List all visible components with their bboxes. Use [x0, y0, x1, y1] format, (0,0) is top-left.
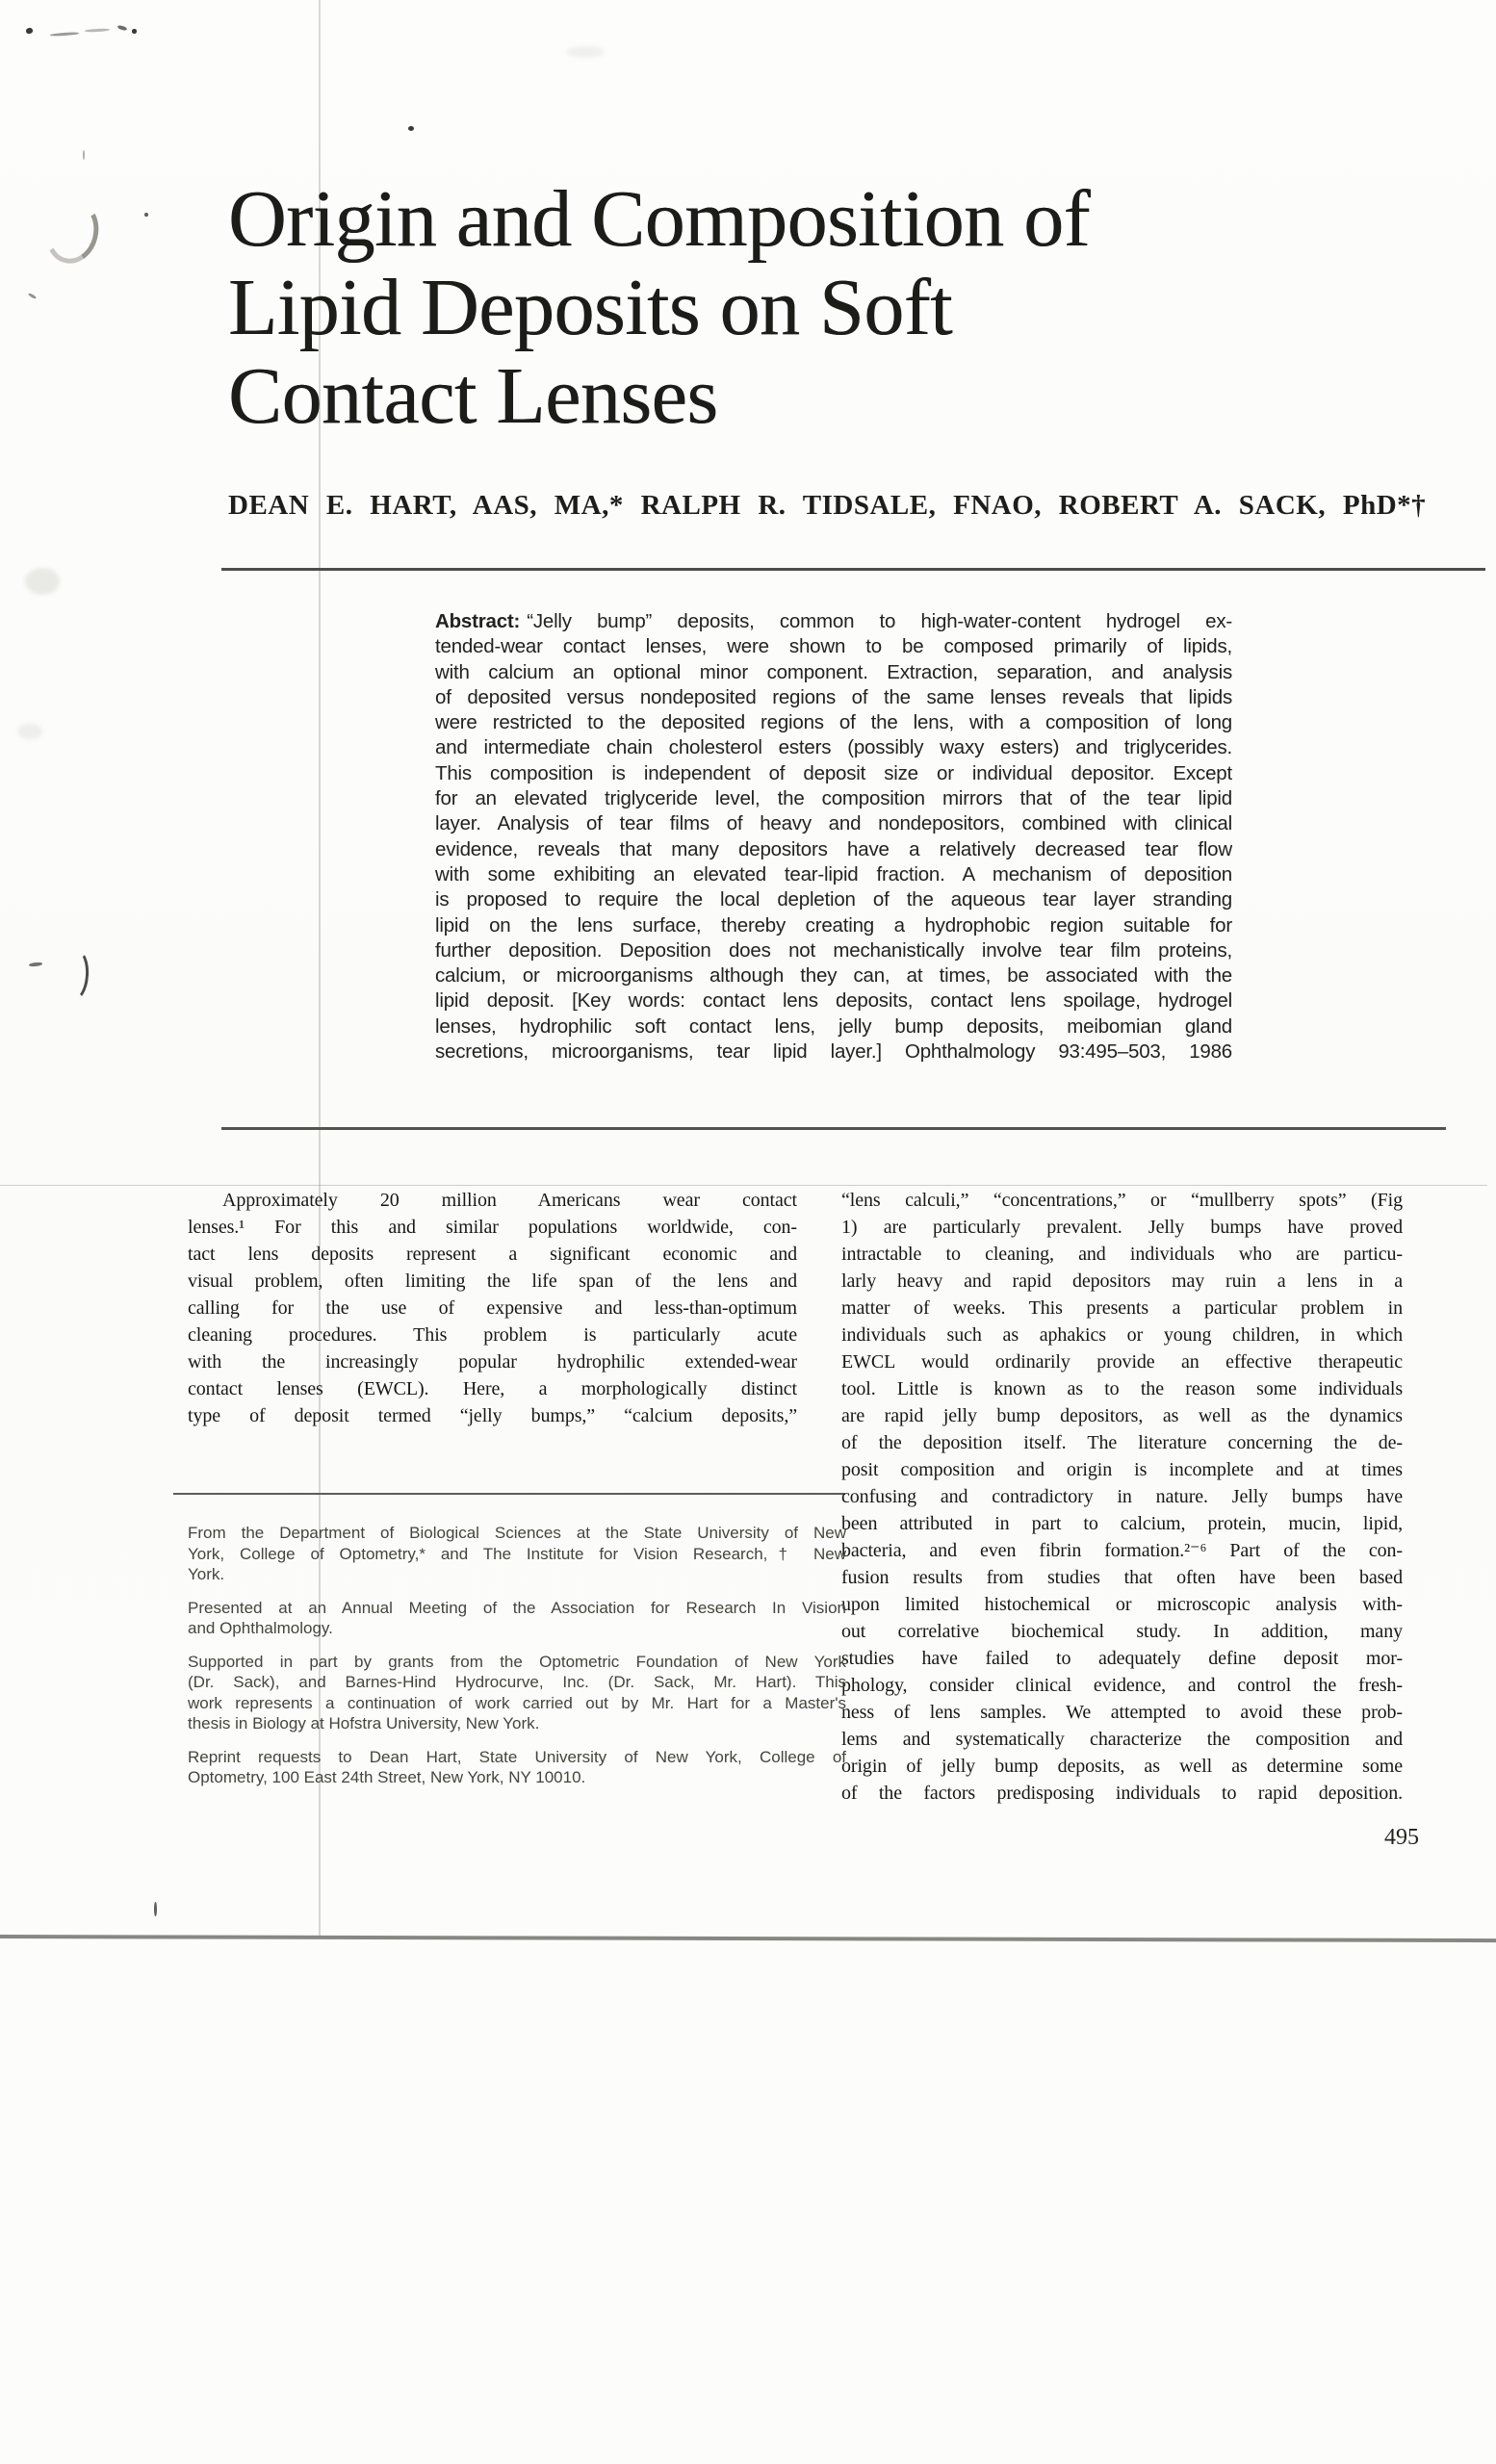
scan-speck [28, 293, 37, 299]
text-line: From the Department of Biological Sciences at the State University of New [188, 1524, 846, 1542]
text-line: Lipid Deposits on Soft [228, 264, 953, 352]
bottom-scan-rule [0, 1935, 1496, 1942]
text-line: studies have failed to adequately define deposit mor- [841, 1648, 1403, 1669]
footnote-reprint [188, 1747, 846, 1788]
text-line: ness of lens samples. We attempted to avoid these prob- [841, 1702, 1403, 1723]
text-line: 1) are particularly prevalent. Jelly bumps have proved [841, 1217, 1403, 1238]
text-line: tact lens deposits represent a significant economic and [188, 1244, 797, 1265]
faint-scanline-above-columns [0, 1185, 1487, 1186]
text-line: lipid on the lens surface, thereby creating a hydrophobic region suitable for [435, 913, 1232, 937]
text-line: posit composition and origin is incomplete and at times [841, 1459, 1403, 1480]
abstract-first-line [435, 609, 1232, 634]
text-line: (Dr. Sack), and Barnes-Hind Hydrocurve, Inc. (Dr. Sack, Mr. Hart). This [188, 1673, 846, 1691]
text-line: lenses, hydrophilic soft contact lens, jelly bump deposits, meibomian gland [435, 1014, 1232, 1038]
text-line: layer. Analysis of tear films of heavy and nondepositors, combined with clinical [435, 812, 1232, 835]
text-line: were restricted to the deposited regions of the lens, with a composition of long [435, 711, 1232, 734]
scan-smudge [566, 46, 605, 58]
text-line: calcium, or microorganisms although they can, at times, be associated with the [435, 964, 1232, 988]
article-title [228, 175, 1335, 441]
footnote-presented [188, 1598, 846, 1639]
scan-speck [85, 28, 110, 32]
text-line: and Ophthalmology. [188, 1619, 333, 1637]
text-line: of the factors predisposing individuals to rapid deposition. [841, 1783, 1403, 1804]
scan-smudge [25, 568, 60, 595]
footnote-supported [188, 1652, 846, 1734]
scan-smudge [17, 724, 42, 739]
text-line: with the increasingly popular hydrophilic extended-wear [188, 1351, 797, 1373]
text-line: Optometry, 100 East 24th Street, New York, NY 10010. [188, 1768, 586, 1786]
text-line: York, College of Optometry,* and The Institute for Vision Research,† New [188, 1544, 846, 1563]
text-line: origin of jelly bump deposits, as well as determine some [841, 1756, 1403, 1777]
text-line: EWCL would ordinarily provide an effective therapeutic [841, 1351, 1403, 1373]
abstract-label: Abstract: [435, 610, 521, 632]
footnote-affiliation [188, 1523, 846, 1585]
text-line: intractable to cleaning, and individuals who are particu- [841, 1244, 1403, 1265]
text-line: visual problem, often limiting the life span of the lens and [188, 1270, 797, 1292]
text-line: Origin and Composition of [228, 175, 1091, 264]
scan-speck [25, 27, 33, 35]
abstract-first-line-text: “Jelly bump” deposits, common to high-water-content hydrogel ex- [527, 610, 1232, 632]
scan-speck [50, 32, 79, 37]
text-line: upon limited histochemical or microscopic analysis with- [841, 1594, 1403, 1615]
text-line: confusing and contradictory in nature. Jelly bumps have [841, 1486, 1403, 1507]
text-line: individuals such as aphakics or young children, in which [841, 1324, 1403, 1346]
text-line: York. [188, 1565, 225, 1583]
scan-speck [117, 25, 128, 32]
scan-speck [408, 126, 414, 131]
text-line: bacteria, and even fibrin formation.²⁻⁶ Part of the con- [841, 1540, 1403, 1561]
scan-speck [144, 213, 148, 217]
text-line: contact lenses (EWCL). Here, a morphologically distinct [188, 1378, 797, 1399]
text-line: Supported in part by grants from the Optometric Foundation of New York [188, 1652, 846, 1671]
footnotes [188, 1523, 846, 1801]
scan-crescent-mark [39, 194, 105, 269]
text-line: work represents a continuation of work carried out by Mr. Hart for a Master's [188, 1693, 846, 1712]
text-line: tended-wear contact lenses, were shown to be composed primarily of lipids, [435, 635, 1232, 658]
text-line: is proposed to require the local depletion of the aqueous tear layer stranding [435, 888, 1232, 911]
text-line: and intermediate chain cholesterol esters (possibly waxy esters) and triglycerides. [435, 736, 1232, 759]
authors-line: DEAN E. HART, AAS, MA,* RALPH R. TIDSALE, FNAO, ROBERT A. SACK, PhD*† [228, 490, 1427, 521]
text-line: lenses.¹ For this and similar populations worldwide, con- [188, 1217, 797, 1238]
left-column-text [188, 1187, 797, 1429]
scan-crescent-mark [60, 948, 90, 1002]
text-line: evidence, reveals that many depositors have a relatively decreased tear flow [435, 837, 1232, 860]
footnote-separator-rule [173, 1493, 845, 1495]
abstract [435, 609, 1232, 1065]
text-line: calling for the use of expensive and less-than-optimum [188, 1297, 797, 1319]
text-line: cleaning procedures. This problem is particularly acute [188, 1324, 797, 1346]
text-line: larly heavy and rapid depositors may ruin a lens in a [841, 1270, 1403, 1292]
text-line: Reprint requests to Dean Hart, State University of New York, College of [188, 1747, 846, 1766]
text-line: with calcium an optional minor component. Extraction, separation, and analysis [435, 660, 1232, 683]
text-line: with some exhibiting an elevated tear-lipid fraction. A mechanism of deposition [435, 862, 1232, 886]
text-line: Approximately 20 million Americans wear contact [222, 1190, 797, 1211]
text-line: been attributed in part to calcium, protein, mucin, lipid, [841, 1513, 1403, 1534]
scan-dash-mark [29, 962, 42, 966]
text-line: lipid deposit. [Key words: contact lens deposits, contact lens spoilage, hydrogel [435, 989, 1232, 1013]
text-line: fusion results from studies that often have been based [841, 1567, 1403, 1588]
text-line: tool. Little is known as to the reason some individuals [841, 1378, 1403, 1399]
text-line: of deposited versus nondeposited regions of the same lenses reveals that lipids [435, 685, 1232, 708]
page-number: 495 [1384, 1825, 1419, 1850]
abstract-lines [435, 634, 1232, 1065]
divider-rule-under-abstract [221, 1127, 1446, 1130]
text-line: for an elevated triglyceride level, the composition mirrors that of the tear lipid [435, 787, 1232, 810]
text-line: Contact Lenses [228, 352, 718, 441]
text-line: thesis in Biology at Hofstra University, New York. [188, 1714, 540, 1732]
text-line: lems and systematically characterize the composition and [841, 1729, 1403, 1750]
right-column-text [841, 1187, 1403, 1807]
text-line: phology, consider clinical evidence, and control the fresh- [841, 1675, 1403, 1696]
scan-speck [132, 29, 137, 34]
text-line: out correlative biochemical study. In addition, many [841, 1621, 1403, 1642]
text-line: are rapid jelly bump depositors, as well as the dynamics [841, 1405, 1403, 1426]
divider-rule-under-authors [221, 568, 1485, 571]
text-line: matter of weeks. This presents a particular problem in [841, 1297, 1403, 1319]
text-line: of the deposition itself. The literature concerning the de- [841, 1432, 1403, 1453]
scan-speck [154, 1902, 157, 1916]
text-line: secretions, microorganisms, tear lipid layer.] Ophthalmology 93:495–503, 1986 [435, 1040, 1232, 1064]
text-line: “lens calculi,” “concentrations,” or “mullberry spots” (Fig [841, 1190, 1403, 1211]
text-line: type of deposit termed “jelly bumps,” “calcium deposits,” [188, 1405, 797, 1426]
text-line: Presented at an Annual Meeting of the Association for Research In Vision [188, 1598, 846, 1617]
scan-speck [83, 150, 85, 160]
text-line: further deposition. Deposition does not mechanistically involve tear film proteins, [435, 938, 1232, 962]
text-line: This composition is independent of deposit size or individual depositor. Except [435, 761, 1232, 784]
